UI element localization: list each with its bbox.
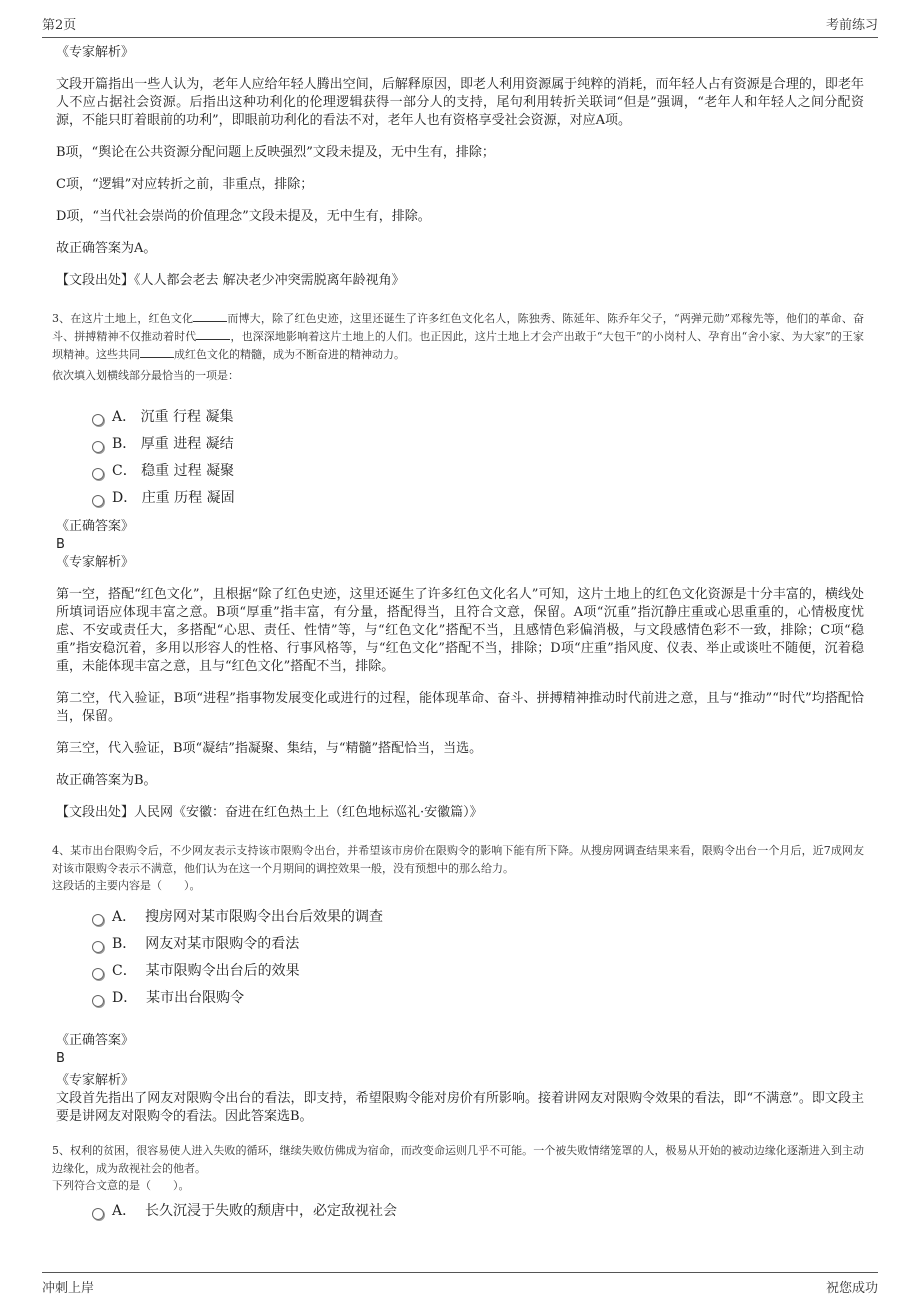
page-footer — [42, 1272, 878, 1296]
option-c[interactable]: C． 稳重 过程 凝聚 — [92, 458, 864, 485]
page-number: 第2页 — [42, 18, 77, 33]
question-3-instruction: 依次填入划横线部分最恰当的一项是： — [52, 369, 239, 382]
footer-right-text: 祝您成功 — [825, 1281, 878, 1296]
option-a[interactable]: A． 沉重 行程 凝集 — [92, 404, 864, 431]
footer-left-text: 冲刺上岸 — [42, 1281, 95, 1296]
correct-answer: B — [56, 1051, 65, 1066]
option-b[interactable]: B． 网友对某市限购令的看法 — [92, 931, 864, 958]
question-4-prompt: 这段话的主要内容是（ ）。 — [52, 879, 201, 892]
answer-label: 《正确答案》 — [56, 519, 135, 534]
fill-blank-3 — [140, 346, 174, 358]
radio-button[interactable] — [92, 1208, 104, 1220]
radio-button[interactable] — [92, 414, 104, 426]
question-5-prompt: 下列符合文意的是（ ）。 — [52, 1179, 190, 1192]
analysis-label: 《专家解析》 — [56, 1073, 135, 1088]
analysis-label: 《专家解析》 — [56, 555, 135, 570]
analysis-paragraph: D项，“当代社会崇尚的价值理念”文段未提及，无中生有，排除。 — [56, 209, 431, 224]
radio-button[interactable] — [92, 968, 104, 980]
header-title: 考前练习 — [825, 18, 878, 33]
document-body — [52, 44, 864, 1225]
option-b[interactable]: B． 厚重 进程 凝结 — [92, 431, 864, 458]
analysis-label: 《专家解析》 — [56, 45, 135, 60]
question-3-options — [92, 404, 864, 512]
analysis-paragraph: B项，“舆论在公共资源分配问题上反映强烈”文段未提及，无中生有，排除； — [56, 145, 495, 160]
radio-button[interactable] — [92, 995, 104, 1007]
correct-answer: B — [56, 537, 65, 552]
question-4-stem: 4、某市出台限购令后，不少网友表示支持该市限购令出台，并希望该市房价在限购令的影响下能有所下降。从搜房网调查结果来看，限购令出台一个月后，近7成网友对该市限购令表示不满意，他们认为在这一个月期间的调控效果一般，没有预想中的那么给力。 — [52, 844, 864, 875]
source-citation: 【文段出处】《人人都会老去 解决老少冲突需脱离年龄视角》 — [56, 273, 405, 288]
option-d[interactable]: D． 庄重 历程 凝固 — [92, 485, 864, 512]
question-4-options — [92, 904, 864, 1012]
analysis-paragraph: 第二空，代入验证，B项“进程”指事物发展变化或进行的过程，能体现革命、奋斗、拼搏精神推动时代前进之意，且与“推动”“时代”均搭配恰当，保留。 — [56, 691, 864, 724]
answer-conclusion: 故正确答案为A。 — [56, 241, 157, 256]
source-citation: 【文段出处】人民网《安徽：奋进在红色热土上（红色地标巡礼·安徽篇）》 — [56, 805, 483, 820]
option-a[interactable]: A． 长久沉浸于失败的颓唐中，必定敌视社会 — [92, 1198, 864, 1225]
answer-conclusion: 故正确答案为B。 — [56, 773, 157, 788]
page-header — [42, 14, 878, 38]
fill-blank-1 — [193, 310, 227, 322]
analysis-paragraph: C项，“逻辑”对应转折之前，非重点，排除； — [56, 177, 314, 192]
fill-blank-2 — [196, 328, 230, 340]
question-5-options — [92, 1198, 864, 1225]
answer-label: 《正确答案》 — [56, 1033, 135, 1048]
analysis-paragraph: 第三空，代入验证，B项“凝结”指凝聚、集结，与“精髓”搭配恰当，当选。 — [56, 741, 483, 756]
question-3-stem: 3、在这片土地上，红色文化 而博大，除了红色史迹，这里还诞生了许多红色文化名人，陈独秀、陈延年、陈乔年父子，“两弹元勋”邓稼先等，他们的革命、奋斗、拼搏精神不仅推动着时代 ，也深深地影响着这片土地上的人们。也正因此，这片土地上才会产出敢于“大包干”的小岗村人、孕育出“舍小家、为大家”的王家坝精神。这些共同 成红色文化的精髓，成为不断奋进的精神动力。 — [52, 312, 864, 361]
radio-button[interactable] — [92, 914, 104, 926]
radio-button[interactable] — [92, 495, 104, 507]
radio-button[interactable] — [92, 441, 104, 453]
question-5-stem: 5、权利的贫困，很容易使人进入失败的循环，继续失败仿佛成为宿命，而改变命运则几乎不可能。一个被失败情绪笼罩的人，极易从开始的被动边缘化逐渐进入到主动边缘化，成为敌视社会的他者。 — [52, 1144, 864, 1175]
option-a[interactable]: A． 搜房网对某市限购令出台后效果的调查 — [92, 904, 864, 931]
analysis-paragraph: 文段首先指出了网友对限购令出台的看法，即支持，希望限购令能对房价有所影响。接着讲网友对限购令效果的看法，即“不满意”。即文段主要是讲网友对限购令的看法。因此答案选B。 — [56, 1091, 864, 1124]
analysis-paragraph: 第一空，搭配“红色文化”，且根据“除了红色史迹，这里还诞生了许多红色文化名人”可知，这片土地上的红色文化资源是十分丰富的，横线处所填词语应体现丰富之意。B项“厚重”指丰富，有分量，搭配得当，且符合文意，保留。A项“沉重”指沉静庄重或心思重重的，心情极度忧虑、不安或责任大，多搭配“心思、责任、性情”等，与“红色文化”搭配不当，且感情色彩偏消极，与文段感情色彩不一致，排除；C项“稳重”指安稳沉着，多用以形容人的性格、行事风格等，与“红色文化”搭配不当，排除；D项“庄重”指风度、仪表、举止或谈吐不随便，沉着稳重，未能体现丰富之意，且与“红色文化”搭配不当，排除。 — [56, 587, 864, 674]
option-d[interactable]: D． 某市出台限购令 — [92, 985, 864, 1012]
radio-button[interactable] — [92, 468, 104, 480]
option-c[interactable]: C． 某市限购令出台后的效果 — [92, 958, 864, 985]
radio-button[interactable] — [92, 941, 104, 953]
analysis-paragraph: 文段开篇指出一些人认为，老年人应给年轻人腾出空间，后解释原因，即老人利用资源属于纯粹的消耗，而年轻人占有资源是合理的，即老年人不应占据社会资源。后指出这种功利化的伦理逻辑获得一部分人的支持，尾句利用转折关联词“但是”强调，“老年人和年轻人之间分配资源，不能只盯着眼前的功利”，即眼前功利化的看法不对，老年人也有资格享受社会资源，对应A项。 — [56, 77, 864, 128]
